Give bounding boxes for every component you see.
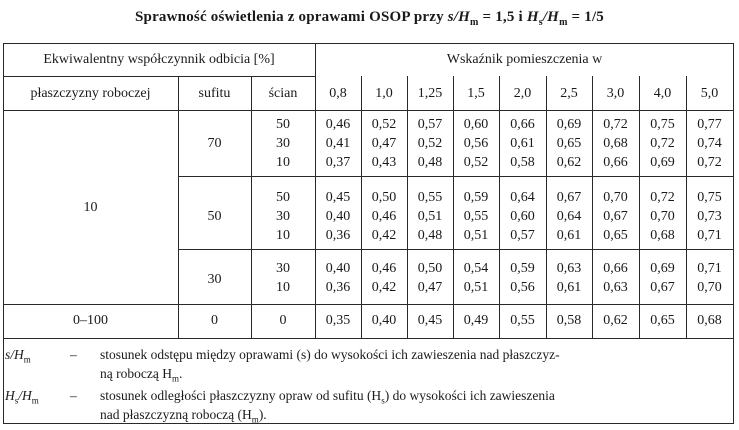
legend-text-end: ) do wysokości ich zawieszenia [384, 388, 555, 403]
ceiling-value: 0 [211, 313, 218, 328]
efficiency-value: 0,64 [556, 209, 582, 224]
efficiency-value: 0,45 [325, 190, 351, 205]
title-cond2-val: = 1/5 [571, 9, 605, 25]
ceiling-value: 70 [207, 136, 222, 151]
walls-value: 0 [279, 313, 287, 328]
efficiency-value: 0,57 [417, 117, 443, 132]
efficiency-value: 0,62 [556, 155, 582, 170]
efficiency-value: 0,59 [463, 190, 489, 205]
efficiency-column [686, 188, 733, 245]
efficiency-value: 0,75 [650, 117, 675, 132]
efficiency-column [315, 259, 361, 297]
title-prefix: Sprawność oświetlenia z oprawami OSOP przy [134, 9, 444, 25]
legend-text: ną roboczą H [100, 366, 172, 381]
efficiency-value: 0,43 [371, 155, 397, 170]
efficiency-value: 0,72 [650, 190, 675, 205]
legend-dash: – [70, 388, 77, 403]
efficiency-value: 0,55 [417, 190, 443, 205]
efficiency-column [546, 311, 592, 330]
efficiency-value: 0,40 [371, 313, 397, 328]
efficiency-value: 0,66 [603, 155, 628, 170]
efficiency-value: 0,69 [556, 117, 582, 132]
efficiency-value: 0,60 [510, 209, 535, 224]
efficiency-column [546, 115, 592, 172]
efficiency-value: 0,67 [650, 280, 675, 295]
header-walls: ścian [268, 86, 298, 101]
efficiency-value: 0,74 [697, 136, 722, 151]
efficiency-value: 0,57 [510, 228, 535, 243]
grid-line [3, 304, 734, 305]
efficiency-value: 0,60 [463, 117, 489, 132]
header-reflectance-group: Ekwiwalentny współczynnik odbicia [%] [43, 52, 275, 67]
efficiency-column [453, 115, 499, 172]
room-index-header: 1,25 [417, 86, 443, 101]
efficiency-value: 0,42 [371, 280, 397, 295]
legend-sub: s [381, 395, 385, 406]
header-workplane: płaszczyzny roboczej [30, 86, 151, 101]
efficiency-column [592, 259, 639, 297]
efficiency-value: 0,75 [697, 190, 722, 205]
legend-item [5, 386, 39, 411]
room-index-header: 4,0 [653, 86, 672, 101]
efficiency-value: 0,77 [697, 117, 722, 132]
efficiency-column [686, 259, 733, 297]
grid-line [3, 43, 734, 44]
room-index-header: 2,0 [513, 86, 532, 101]
efficiency-value: 0,56 [510, 280, 535, 295]
efficiency-column [592, 311, 639, 330]
efficiency-value: 0,70 [697, 280, 722, 295]
legend-text-line: stosunek odstępu między oprawami (s) do wysokości ich zawieszenia nad płaszczyz- [100, 347, 560, 362]
walls-value: 10 [276, 280, 290, 295]
efficiency-value: 0,63 [556, 261, 582, 276]
efficiency-column [546, 188, 592, 245]
legend-sub: m [251, 414, 259, 425]
efficiency-value: 0,51 [463, 228, 489, 243]
efficiency-value: 0,72 [697, 155, 722, 170]
efficiency-value: 0,46 [371, 209, 397, 224]
efficiency-value: 0,68 [650, 228, 675, 243]
room-index-header: 5,0 [700, 86, 719, 101]
efficiency-value: 0,47 [371, 136, 397, 151]
workplane-value: 0–100 [73, 313, 108, 328]
efficiency-value: 0,72 [603, 117, 628, 132]
efficiency-value: 0,45 [417, 313, 443, 328]
efficiency-column [546, 259, 592, 297]
efficiency-value: 0,67 [556, 190, 582, 205]
efficiency-column [361, 188, 407, 245]
efficiency-value: 0,48 [417, 155, 443, 170]
efficiency-column [315, 311, 361, 330]
efficiency-value: 0,37 [325, 155, 351, 170]
legend-symbol: H [5, 388, 15, 403]
title-cond2-mid: /H [542, 9, 560, 25]
grid-line [733, 43, 734, 424]
ceiling-value: 30 [207, 272, 222, 287]
room-index-header: 1,0 [375, 86, 393, 101]
efficiency-column [499, 311, 546, 330]
efficiency-value: 0,52 [463, 155, 489, 170]
efficiency-value: 0,41 [325, 136, 351, 151]
efficiency-value: 0,61 [510, 136, 535, 151]
efficiency-value: 0,52 [417, 136, 443, 151]
efficiency-column [315, 115, 361, 172]
grid-line [178, 249, 734, 250]
legend-text-end: . [178, 366, 183, 381]
efficiency-column [315, 188, 361, 245]
efficiency-value: 0,48 [417, 228, 443, 243]
legend-text-line [100, 405, 267, 430]
efficiency-value: 0,36 [325, 228, 351, 243]
efficiency-value: 0,40 [325, 261, 351, 276]
efficiency-value: 0,51 [417, 209, 443, 224]
legend-symbol: s/H [5, 347, 24, 362]
efficiency-column [686, 311, 733, 330]
legend-symbol-sub2: m [31, 395, 39, 406]
efficiency-value: 0,56 [463, 136, 489, 151]
efficiency-value: 0,62 [603, 313, 628, 328]
efficiency-value: 0,65 [556, 136, 582, 151]
legend-text: nad płaszczyzną roboczą (H [100, 407, 252, 422]
title-cond2-sub: s [538, 17, 543, 28]
grid-line [3, 110, 734, 111]
efficiency-value: 0,61 [556, 228, 582, 243]
efficiency-value: 0,54 [463, 261, 489, 276]
efficiency-value: 0,46 [371, 261, 397, 276]
header-ceiling: sufitu [198, 86, 231, 101]
efficiency-value: 0,70 [650, 209, 675, 224]
efficiency-value: 0,42 [371, 228, 397, 243]
efficiency-value: 0,58 [556, 313, 582, 328]
efficiency-value: 0,64 [510, 190, 535, 205]
efficiency-column [639, 259, 686, 297]
efficiency-value: 0,47 [417, 280, 443, 295]
walls-value: 10 [276, 228, 290, 243]
efficiency-column [407, 115, 453, 172]
efficiency-value: 0,70 [603, 190, 628, 205]
efficiency-column [639, 188, 686, 245]
walls-value: 30 [276, 209, 290, 224]
efficiency-value: 0,46 [325, 117, 351, 132]
efficiency-value: 0,66 [603, 261, 628, 276]
efficiency-value: 0,65 [603, 228, 628, 243]
title-cond1-sub: m [470, 17, 479, 28]
efficiency-column [453, 311, 499, 330]
efficiency-column [639, 311, 686, 330]
walls-values [251, 188, 315, 245]
efficiency-column [499, 188, 546, 245]
table-title [0, 9, 739, 28]
efficiency-column [639, 115, 686, 172]
legend-text: stosunek odległości płaszczyzny opraw od sufitu (H [100, 388, 382, 403]
efficiency-value: 0,73 [697, 209, 722, 224]
room-index-header: 2,5 [560, 86, 578, 101]
walls-values [251, 115, 315, 172]
legend-item [5, 345, 31, 370]
walls-value: 10 [276, 155, 290, 170]
efficiency-column [361, 311, 407, 330]
efficiency-column [407, 259, 453, 297]
efficiency-column [592, 188, 639, 245]
efficiency-value: 0,55 [463, 209, 489, 224]
efficiency-value: 0,61 [556, 280, 582, 295]
efficiency-column [499, 115, 546, 172]
legend-dash: – [70, 347, 77, 362]
efficiency-value: 0,40 [325, 209, 351, 224]
efficiency-value: 0,63 [603, 280, 628, 295]
efficiency-value: 0,52 [371, 117, 397, 132]
efficiency-value: 0,35 [325, 313, 351, 328]
header-room-index-group: Wskaźnik pomieszczenia w [446, 52, 603, 67]
walls-value: 30 [276, 136, 290, 151]
legend-symbol-sub: m [23, 354, 31, 365]
efficiency-column [453, 259, 499, 297]
workplane-value: 10 [83, 200, 98, 215]
efficiency-value: 0,68 [603, 136, 628, 151]
efficiency-column [407, 311, 453, 330]
efficiency-value: 0,66 [510, 117, 535, 132]
efficiency-value: 0,65 [650, 313, 675, 328]
efficiency-value: 0,72 [650, 136, 675, 151]
legend-sub: m [171, 373, 179, 384]
efficiency-value: 0,49 [463, 313, 489, 328]
efficiency-column [686, 115, 733, 172]
efficiency-value: 0,50 [417, 261, 443, 276]
walls-value: 50 [276, 190, 290, 205]
legend-text-line [100, 364, 182, 389]
room-index-header: 3,0 [606, 86, 625, 101]
walls-value: 30 [276, 261, 290, 276]
efficiency-value: 0,69 [650, 261, 675, 276]
title-cond2-sub2: m [559, 17, 568, 28]
efficiency-column [361, 115, 407, 172]
legend-symbol-sub: s [14, 395, 19, 406]
efficiency-value: 0,71 [697, 228, 722, 243]
efficiency-column [407, 188, 453, 245]
title-cond2-var: H [526, 9, 539, 25]
efficiency-value: 0,59 [510, 261, 535, 276]
efficiency-value: 0,71 [697, 261, 722, 276]
efficiency-value: 0,69 [650, 155, 675, 170]
room-index-header: 0,8 [329, 86, 347, 101]
efficiency-value: 0,58 [510, 155, 535, 170]
room-index-header: 1,5 [467, 86, 485, 101]
walls-values [251, 311, 315, 330]
grid-line [178, 176, 734, 177]
efficiency-column [361, 259, 407, 297]
efficiency-value: 0,67 [603, 209, 628, 224]
walls-values [251, 259, 315, 297]
efficiency-value: 0,55 [510, 313, 535, 328]
ceiling-value: 50 [207, 209, 222, 224]
walls-value: 50 [276, 117, 290, 132]
efficiency-column [499, 259, 546, 297]
efficiency-value: 0,36 [325, 280, 351, 295]
efficiency-value: 0,50 [371, 190, 397, 205]
legend-text-end: ). [258, 407, 267, 422]
legend-symbol-mid: /H [18, 388, 32, 403]
grid-line [3, 338, 734, 339]
title-cond1-var: s/H [447, 9, 471, 25]
grid-line [3, 76, 315, 77]
efficiency-value: 0,51 [463, 280, 489, 295]
title-cond1-val: = 1,5 i [482, 9, 523, 25]
efficiency-value: 0,68 [697, 313, 722, 328]
efficiency-column [453, 188, 499, 245]
efficiency-column [592, 115, 639, 172]
